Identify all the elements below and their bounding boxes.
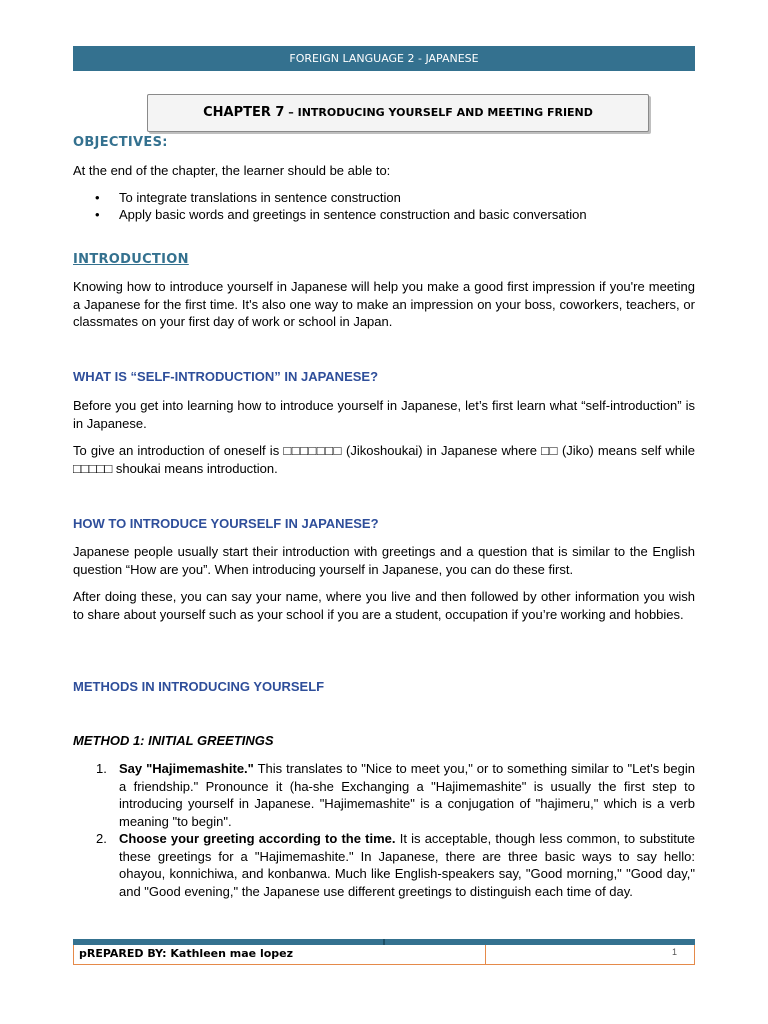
chapter-title-box [147, 94, 649, 132]
objectives-heading: OBJECTIVES: [73, 135, 168, 150]
objectives-intro: At the end of the chapter, the learner should be able to: [73, 163, 391, 178]
chapter-title [148, 104, 648, 120]
document-header [73, 46, 695, 71]
how-to-heading: HOW TO INTRODUCE YOURSELF IN JAPANESE? [73, 516, 379, 531]
step-number: 1. [96, 761, 107, 776]
step-text: This translates to "Nice to meet you," or to something similar to "Let's begin a friendship." Pronounce it (ha-she Exchanging a "Hajimemashite" is usually the first step to introducing yourself in Japanese. "Hajimemashite" is a conjugation of "hajimeru," which is a verb meaning "to begin". [119, 761, 695, 829]
page-number: 1 [671, 947, 677, 957]
chapter-name: – INTRODUCING YOURSELF AND MEETING FRIEND [284, 106, 593, 119]
footer-table [73, 945, 695, 965]
document-footer [73, 939, 695, 964]
document-header-title: FOREIGN LANGUAGE 2 - JAPANESE [289, 52, 479, 65]
objective-item: • To integrate translations in sentence construction [95, 190, 401, 205]
chapter-number: CHAPTER 7 [203, 105, 285, 120]
step-title: Choose your greeting according to the time. [119, 831, 396, 846]
how-to-paragraph-2: After doing these, you can say your name, where you live and then followed by other information you wish to share about yourself such as your school if you are a student, occupation if you’re working and hobbies. [73, 589, 695, 622]
what-is-paragraph-2: To give an introduction of oneself is □□□□□□□ (Jikoshoukai) in Japanese where □□ (Jiko) means self while □□□□□ shoukai means introduction. [73, 443, 695, 476]
methods-heading: METHODS IN INTRODUCING YOURSELF [73, 679, 325, 694]
prepared-by: pREPARED BY: Kathleen mae lopez [79, 947, 294, 960]
method-1-title: METHOD 1: INITIAL GREETINGS [73, 733, 274, 748]
what-is-heading: WHAT IS “SELF-INTRODUCTION” IN JAPANESE? [73, 369, 379, 384]
objective-item: • Apply basic words and greetings in sentence construction and basic conversation [95, 207, 587, 222]
method-step [73, 830, 695, 900]
introduction-text: Knowing how to introduce yourself in Japanese will help you make a good first impression if you're meeting a Japanese for the first time. It's also one way to make an impression on your boss, coworkers, teachers, or classmates on your first day of work or school in Japan. [73, 279, 695, 329]
step-title: Say "Hajimemashite." [119, 761, 254, 776]
what-is-paragraph-1: Before you get into learning how to introduce yourself in Japanese, let’s first learn what “self-introduction” is in Japanese. [73, 398, 695, 431]
how-to-paragraph-1: Japanese people usually start their introduction with greetings and a question that is similar to the English question “How are you”. When introducing yourself in Japanese, you can do these first. [73, 544, 695, 577]
objectives-list [73, 189, 695, 223]
step-number: 2. [96, 831, 107, 846]
method-1-steps [73, 760, 695, 900]
introduction-heading: INTRODUCTION [73, 252, 189, 267]
method-step [73, 760, 695, 830]
step-text: It is acceptable, though less common, to substitute these greetings for a "Hajimemashite." In Japanese, there are three basic ways to say hello: ohayou, konnichiwa, and konbanwa. Much like English-speakers say, "Good morning," "Good day," and "Good evening," the Japanese use different greetings to distinguish each time of day. [119, 831, 695, 899]
